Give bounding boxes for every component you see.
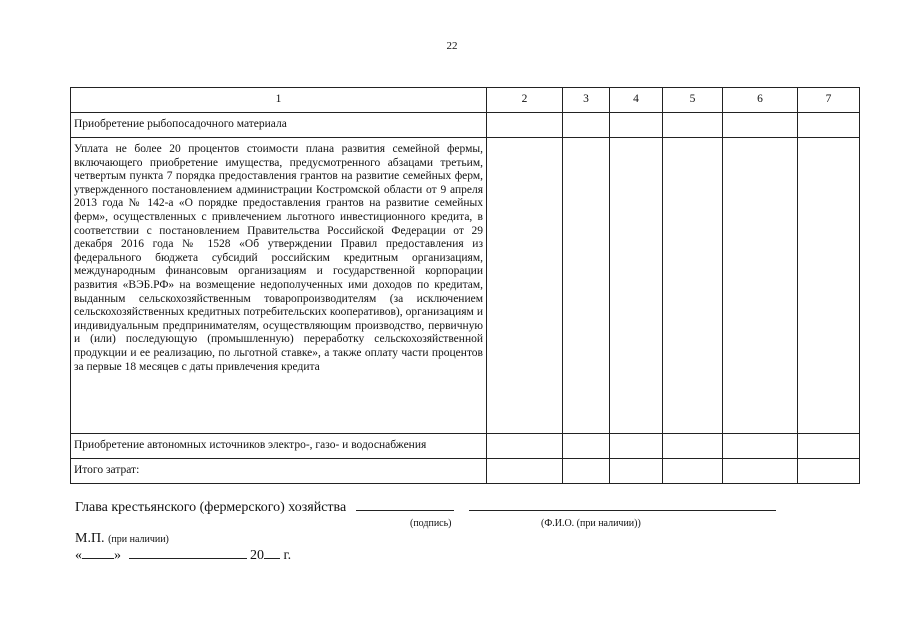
table-cell: [563, 113, 610, 138]
row-label-autonomous-supply: Приобретение автономных источников электро-, газо- и водоснабжения: [71, 434, 487, 459]
month-blank: [129, 558, 247, 559]
stamp-note: (при наличии): [108, 534, 169, 545]
table-cell: [563, 434, 610, 459]
table-cell: [723, 459, 798, 484]
table-cell: [723, 113, 798, 138]
table-cell: [563, 459, 610, 484]
year-prefix: 20: [250, 548, 264, 563]
table-cell: [798, 138, 860, 434]
table-cell: [610, 138, 663, 434]
table-cell: [563, 138, 610, 434]
stamp-label: М.П.: [75, 531, 105, 546]
name-blank: [469, 510, 776, 511]
table-row: [71, 138, 860, 434]
cost-table: [70, 87, 860, 484]
table-cell: [798, 459, 860, 484]
header-cell: 7: [798, 88, 860, 113]
table-cell: [610, 434, 663, 459]
table-cell: [610, 113, 663, 138]
date-open-quote: «: [75, 548, 82, 563]
table-row: [71, 459, 860, 484]
header-cell: 4: [610, 88, 663, 113]
header-cell: 5: [663, 88, 723, 113]
year-suffix: г.: [283, 548, 292, 563]
table-cell: [723, 138, 798, 434]
table-cell: [723, 434, 798, 459]
page-number: 22: [446, 40, 458, 52]
header-cell: 3: [563, 88, 610, 113]
table-cell: [663, 459, 723, 484]
header-cell: 2: [487, 88, 563, 113]
table-row: [71, 113, 860, 138]
table-cell: [487, 434, 563, 459]
table-cell: [798, 113, 860, 138]
table-cell: [663, 434, 723, 459]
head-label: Глава крестьянского (фермерского) хозяйства: [75, 500, 347, 515]
table-cell: [610, 459, 663, 484]
stamp-line: [75, 531, 169, 547]
row-label-total: Итого затрат:: [71, 459, 487, 484]
date-close-quote: »: [114, 548, 121, 563]
head-signature-line: [75, 500, 776, 516]
table-header-row: [71, 88, 860, 113]
signature-caption: (подпись): [410, 518, 452, 529]
table-cell: [663, 113, 723, 138]
signature-blank: [356, 510, 454, 511]
name-caption: (Ф.И.О. (при наличии)): [541, 518, 641, 529]
year-blank: [264, 558, 280, 559]
table-cell: [487, 459, 563, 484]
table-cell: [663, 138, 723, 434]
row-label-fish-stock: Приобретение рыбопосадочного материала: [71, 113, 487, 138]
table-cell: [798, 434, 860, 459]
header-cell: 6: [723, 88, 798, 113]
day-blank: [82, 558, 114, 559]
table-row: [71, 434, 860, 459]
header-cell: 1: [71, 88, 487, 113]
row-label-loan-payment: Уплата не более 20 процентов стоимости плана развития семейной фермы, включающего приобретение имущества, предусмотренного абзацами третьим, четвертым пункта 7 порядка предоставления грантов на развитие семейных ферм, утвержденного постановлением администрации Костромской области от 9 апреля 2013 года № 142-а «О порядке предоставления грантов на развитие семейных ферм», осуществленных с привлечением льготного инвестиционного кредита, в соответствии с постановлением Правительства Российской Федерации от 29 декабря 2016 года № 1528 «Об утверждении Правил предоставления из федерального бюджета субсидий российским кредитным организациям, международным финансовым организациям и государственной корпорации развития «ВЭБ.РФ» на возмещение недополученных ими доходов по кредитам, выданным сельскохозяйственным товаропроизводителям (за исключением сельскохозяйственных кредитных потребительских кооперативов), организациям и индивидуальным предпринимателям, осуществляющим производство, первичную и (или) последующую (промышленную) переработку сельскохозяйственной продукции и ее реализацию, по льготной ставке», а также оплату части процентов за первые 18 месяцев с даты привлечения кредита: [71, 138, 487, 434]
date-line: [75, 548, 291, 564]
table-cell: [487, 113, 563, 138]
table-cell: [487, 138, 563, 434]
